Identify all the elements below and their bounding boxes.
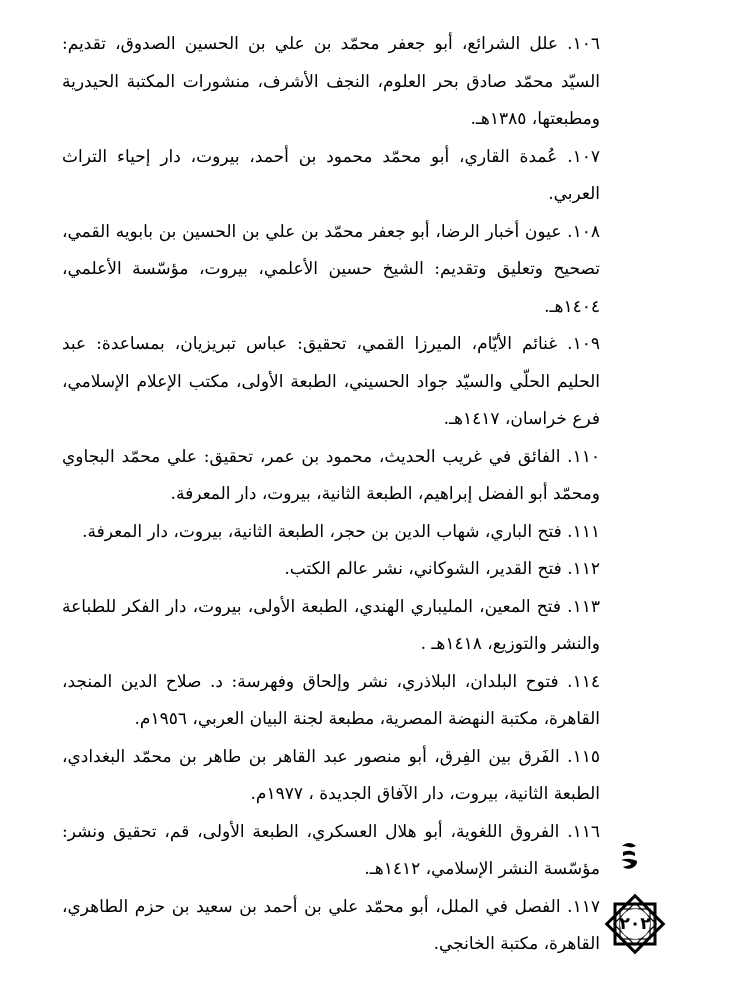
- bibliography-entry-109: ١٠٩. غنائم الأيّام، الميرزا القمي، تحقيق: عباس تبريزيان، بمساعدة: عبد الحليم الحلّي والسيّد جواد الحسيني، الطبعة الأولى، مكتب الإعلام الإسلامي، فرع خراسان، ١٤١٧هـ.: [62, 334, 600, 429]
- bibliography-entry-113: ١١٣. فتح المعين، المليباري الهندي، الطبعة الأولى، بيروت، دار الفكر للطباعة والنشر والتوزيع، ١٤١٨هـ .: [62, 596, 600, 654]
- bibliography-entry-106: ١٠٦. علل الشرائع، أبو جعفر محمّد بن علي بن الحسين الصدوق، تقديم: السيّد محمّد صادق بحر العلوم، النجف الأشرف، منشورات المكتبة الحيدرية ومطبعتها، ١٣٨٥هـ.: [62, 34, 600, 129]
- bibliography-entry-116: ١١٦. الفروق اللغوية، أبو هلال العسكري، الطبعة الأولى، قم، تحقيق ونشر: مؤسّسة النشر الإسلامي، ١٤١٢هـ.: [62, 821, 600, 879]
- bibliography-entry-111: ١١١. فتح الباري، شهاب الدين بن حجر، الطبعة الثانية، بيروت، دار المعرفة.: [82, 521, 600, 542]
- bibliography-entry-112: ١١٢. فتح القدير، الشوكاني، نشر عالم الكتب.: [284, 559, 600, 579]
- page-number-badge: [600, 889, 670, 959]
- bibliography-entry-107: ١٠٧. عُمدة القاري، أبو محمّد محمود بن أحمد، بيروت، دار إحياء التراث العربي.: [62, 146, 600, 204]
- bibliography-entry-114: ١١٤. فتوح البلدان، البلاذري، نشر وإلحاق وفهرسة: د. صلاح الدين المنجد، القاهرة، مكتبة النهضة المصرية، مطبعة لجنة البيان العربي، ١٩٥٦م.: [62, 671, 600, 729]
- bibliography-entry-115: ١١٥. الفَرق بين الفِرق، أبو منصور عبد القاهر بن طاهر بن محمّد البغدادي، الطبعة الثانية، بيروت، دار الآفاق الجديدة ، ١٩٧٧م.: [62, 746, 600, 804]
- calligraphy-ornament-icon: [618, 840, 640, 872]
- page-number: ٢٠٢: [619, 914, 651, 934]
- bibliography-list: [62, 26, 600, 964]
- bibliography-entry-110: ١١٠. الفائق في غريب الحديث، محمود بن عمر، تحقيق: علي محمّد البجاوي ومحمّد أبو الفضل إبراهيم، الطبعة الثانية، بيروت، دار المعرفة.: [62, 446, 600, 504]
- bibliography-entry-117: ١١٧. الفصل في الملل، أبو محمّد علي بن أحمد بن سعيد بن حزم الطاهري، القاهرة، مكتبة الخانجي.: [62, 896, 600, 954]
- bibliography-entry-108: ١٠٨. عيون أخبار الرضا، أبو جعفر محمّد بن علي بن الحسين بن بابويه القمي، تصحيح وتعليق وتقديم: الشيخ حسين الأعلمي، بيروت، مؤسّسة الأعلمي، ١٤٠٤هـ.: [62, 221, 600, 317]
